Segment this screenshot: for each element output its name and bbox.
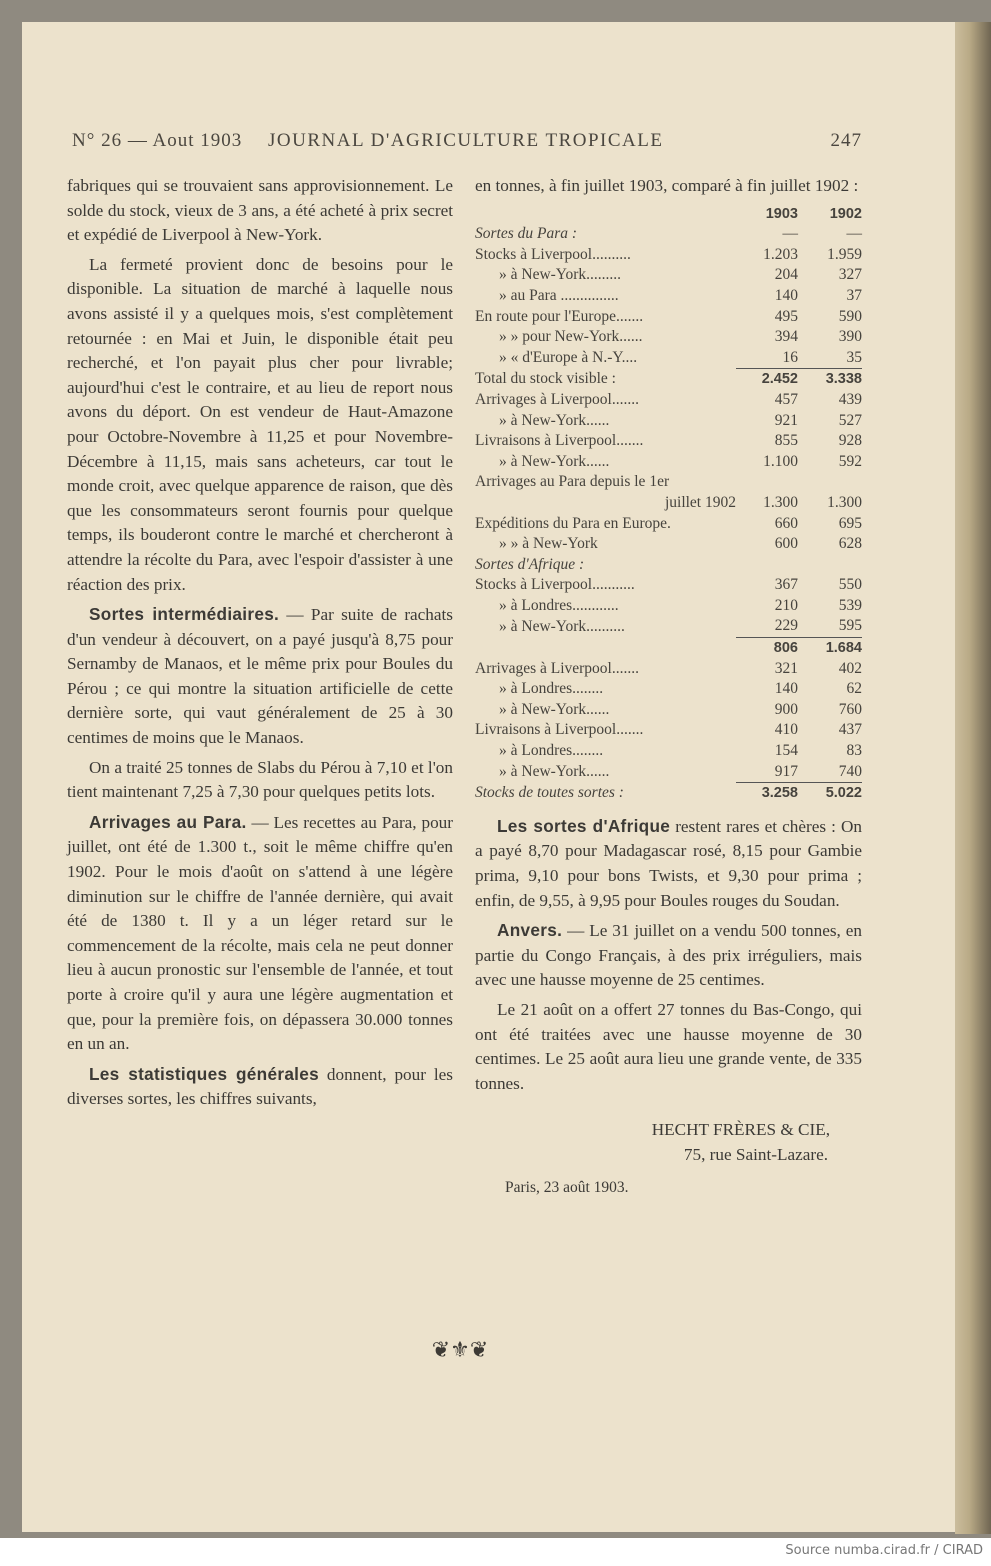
section-heading: Sortes intermédiaires.	[89, 604, 280, 625]
table-row	[475, 679, 862, 700]
paragraph	[475, 918, 862, 993]
table-row	[475, 204, 862, 225]
row-value: 628	[838, 535, 862, 553]
row-value: 1.300	[763, 493, 798, 511]
row-label: Stocks de toutes sortes :	[475, 783, 624, 801]
paragraph	[475, 814, 862, 913]
row-value: 204	[774, 266, 798, 284]
signature-name: HECHT FRÈRES & CIE,	[651, 1120, 830, 1140]
row-value: 921	[774, 411, 798, 429]
row-value: 928	[838, 432, 862, 450]
row-label: » à New-York......	[499, 452, 610, 470]
section-heading: Arrivages au Para.	[89, 811, 247, 832]
section-heading: Les sortes d'Afrique	[497, 815, 671, 836]
row-value: 439	[838, 390, 862, 408]
row-label: Arrivages à Liverpool.......	[475, 659, 639, 677]
ornament-icon: ❦⚜❦	[431, 1338, 489, 1363]
row-value: 3.258	[736, 783, 798, 804]
row-value: 390	[838, 328, 862, 346]
row-value: 402	[838, 659, 862, 677]
paragraph	[67, 602, 453, 751]
row-label: Expéditions du Para en Europe.	[475, 514, 671, 532]
row-label: » à New-York..........	[499, 617, 625, 635]
row-value: 83	[846, 742, 862, 760]
row-value: 3.338	[798, 369, 862, 390]
row-value: 16	[782, 348, 798, 366]
row-value: 210	[774, 596, 798, 614]
row-value: 321	[774, 659, 798, 677]
row-label: Sortes d'Afrique :	[475, 555, 585, 573]
row-value: 660	[774, 514, 798, 532]
row-label: » à New-York.........	[499, 266, 621, 284]
row-value: 855	[774, 432, 798, 450]
table-row	[475, 472, 862, 493]
table-row	[475, 224, 862, 245]
row-value	[736, 555, 798, 576]
table-row	[475, 348, 862, 369]
row-value: 806	[736, 638, 798, 659]
table-row	[475, 493, 862, 514]
row-value: 367	[774, 576, 798, 594]
row-value: 595	[838, 617, 862, 635]
signature-address: 75, rue Saint-Lazare.	[683, 1144, 828, 1164]
row-label: Stocks à Liverpool...........	[475, 576, 635, 594]
row-value: 592	[838, 452, 862, 470]
row-label: » » pour New-York......	[499, 328, 643, 346]
table-row	[475, 452, 862, 473]
paragraph: On a traité 25 tonnes de Slabs du Pérou à 7,10 et l'on tient maintenant 7,25 à 7,30 pour quelques petits lots.	[67, 757, 453, 802]
row-value	[798, 472, 862, 493]
row-value: 550	[838, 576, 862, 594]
table-row	[475, 720, 862, 741]
row-value	[736, 472, 798, 493]
row-label: Sortes du Para :	[475, 225, 578, 243]
table-row	[475, 390, 862, 411]
row-label: » à Londres............	[499, 596, 619, 614]
row-value: 1.100	[763, 452, 798, 470]
row-label	[475, 204, 736, 225]
row-label: » à New-York......	[499, 762, 610, 780]
row-value	[798, 555, 862, 576]
row-value: 1903	[765, 205, 798, 222]
row-value: 2.452	[736, 369, 798, 390]
row-value: 37	[846, 286, 862, 304]
row-value: 154	[774, 742, 798, 760]
table-row	[475, 514, 862, 535]
row-value: 760	[838, 700, 862, 718]
table-row	[475, 411, 862, 432]
row-value: 457	[774, 390, 798, 408]
table-row	[475, 741, 862, 762]
row-value: 5.022	[798, 783, 862, 804]
paragraph-text: — Les recettes au Para, pour juillet, ont été de 1.300 t., soit le même chiffre qu'en 1902. Pour le mois d'août on s'attend à une légère diminution sur le chiffre de l'année dernière, qui avait été de 1380 t. Il y a un léger retard sur le commencement de la récolte, mais cela ne peut donner lieu à aucun pronostic sur l'ensemble de l'année, et tout porte à croire qu'il y aura une légère augmentation et que, pour la première fois, on dépassera 30.000 tonnes en un an.	[67, 812, 453, 1054]
row-label: Livraisons à Liverpool.......	[475, 432, 644, 450]
row-label: juillet 1902	[664, 493, 736, 511]
row-value: 35	[846, 348, 862, 366]
row-value: 1.203	[763, 245, 798, 263]
date-line: Paris, 23 août 1903.	[505, 1178, 629, 1196]
row-label: » à Londres........	[499, 742, 604, 760]
row-value: 1.959	[827, 245, 862, 263]
row-value: —	[846, 225, 862, 243]
table-row	[475, 762, 862, 783]
table-row	[475, 555, 862, 576]
paragraph	[67, 1062, 453, 1112]
row-label: » « d'Europe à N.-Y....	[499, 349, 638, 366]
journal-title: JOURNAL D'AGRICULTURE TROPICALE	[268, 130, 664, 151]
row-value: 1902	[829, 205, 862, 222]
table-row	[475, 596, 862, 617]
row-value: 140	[774, 680, 798, 698]
section-heading: Anvers.	[497, 920, 563, 941]
row-label: » » à New-York	[499, 535, 598, 553]
row-value: 527	[838, 411, 862, 429]
row-value: 590	[838, 307, 862, 325]
table-row	[475, 783, 862, 804]
row-label	[475, 638, 736, 659]
row-value: 327	[838, 266, 862, 284]
row-label: Arrivages à Liverpool.......	[475, 390, 639, 408]
table-row	[475, 534, 862, 555]
row-value: 539	[838, 596, 862, 614]
row-value: —	[782, 225, 798, 243]
paragraph: en tonnes, à fin juillet 1903, comparé à fin juillet 1902 :	[475, 176, 859, 195]
left-column	[67, 174, 453, 1117]
table-row	[475, 369, 862, 390]
table-row	[475, 431, 862, 452]
page-edge	[955, 22, 991, 1534]
row-value: 695	[838, 514, 862, 532]
paragraph: fabriques qui se trouvaient sans approvisionnement. Le solde du stock, vieux de 3 ans, a été acheté à prix secret et expédié de Liverpool à New-York.	[67, 176, 453, 245]
table-row	[475, 638, 862, 659]
row-value: 900	[774, 700, 798, 718]
source-credit: Source numba.cirad.fr / CIRAD	[785, 1543, 983, 1558]
row-label: » à New-York......	[499, 700, 610, 718]
row-label: » à New-York......	[499, 411, 610, 429]
table-row	[475, 307, 862, 328]
row-value: 740	[838, 762, 862, 780]
row-value: 600	[774, 535, 798, 553]
row-value: 917	[774, 762, 798, 780]
table-row	[475, 327, 862, 348]
row-label: Livraisons à Liverpool.......	[475, 721, 644, 739]
section-heading: Les statistiques générales	[89, 1063, 319, 1084]
row-label: » au Para ...............	[499, 286, 619, 304]
row-value: 437	[838, 721, 862, 739]
table-row	[475, 286, 862, 307]
statistics-table	[475, 204, 862, 804]
issue-number: N° 26 — Aout 1903	[72, 130, 243, 151]
row-label: En route pour l'Europe.......	[475, 307, 644, 325]
row-label: » à Londres........	[499, 680, 604, 698]
row-value: 495	[774, 307, 798, 325]
row-value: 62	[846, 680, 862, 698]
row-value: 394	[774, 328, 798, 346]
row-value: 1.300	[827, 493, 862, 511]
table-row	[475, 265, 862, 286]
right-column	[475, 174, 862, 1200]
row-label: Stocks à Liverpool..........	[475, 245, 631, 263]
row-value: 410	[774, 721, 798, 739]
row-label: Total du stock visible :	[475, 370, 616, 388]
row-value: 229	[774, 617, 798, 635]
table-row	[475, 575, 862, 596]
paragraph	[67, 810, 453, 1057]
row-label: Arrivages au Para depuis le 1er	[475, 473, 670, 491]
paragraph-text: — Le 31 juillet on a vendu 500 tonnes, en partie du Congo Français, à des prix irréguliers, mais avec une hausse moyenne de 25 centimes.	[475, 921, 862, 990]
paragraph-text: restent rares et chères : On a payé 8,70 pour Madagascar rosé, 8,15 pour Gambie prima, 9,10 pour bons Twists, et 9,30 pour prima ; enfin, de 9,55, à 9,95 pour Boules rouges du Soudan.	[475, 816, 862, 910]
table-row	[475, 245, 862, 266]
table-row	[475, 659, 862, 680]
row-value: 1.684	[798, 638, 862, 659]
table-row	[475, 616, 862, 637]
table-row	[475, 700, 862, 721]
page-number: 247	[830, 130, 862, 151]
paragraph-text: donnent, pour les diverses sortes, les chiffres suivants,	[67, 1064, 453, 1109]
row-value: 140	[774, 286, 798, 304]
paragraph: La fermeté provient donc de besoins pour le disponible. La situation de marché à laquelle nous avons assisté il y a quelques mois, s'est complètement retournée : en Mai et Juin, le disponible était peu recherché, et l'on payait plus cher pour livrable; aujourd'hui c'est le contraire, et au lieu de report nous avons du déport. On est vendeur de Haut-Amazone pour Octobre-Novembre à 11,25 et pour Novembre-Décembre à 11,15, mais sans acheteurs, car tout le monde croit, avec quelque apparence de raison, que dès que les consommateurs seront fournis pour quelque temps, ils bouderont contre le marché et chercheront à attendre la récolte du Para, avec l'espoir d'assister à une réaction des prix.	[67, 254, 453, 594]
paragraph: Le 21 août on a offert 27 tonnes du Bas-Congo, qui ont été traitées avec une hausse moyenne de 30 centimes. Le 25 août aura lieu une grande vente, de 335 tonnes.	[475, 999, 862, 1093]
paragraph-text: — Par suite de rachats d'un vendeur à découvert, on a payé jusqu'à 8,75 pour Sernamby de Manaos, et le même prix pour Boules du Pérou ; ce qui montre la situation artificielle de cette dernière sorte, qui vaut généralement de 25 à 30 centimes de moins que le Manaos.	[67, 605, 453, 748]
